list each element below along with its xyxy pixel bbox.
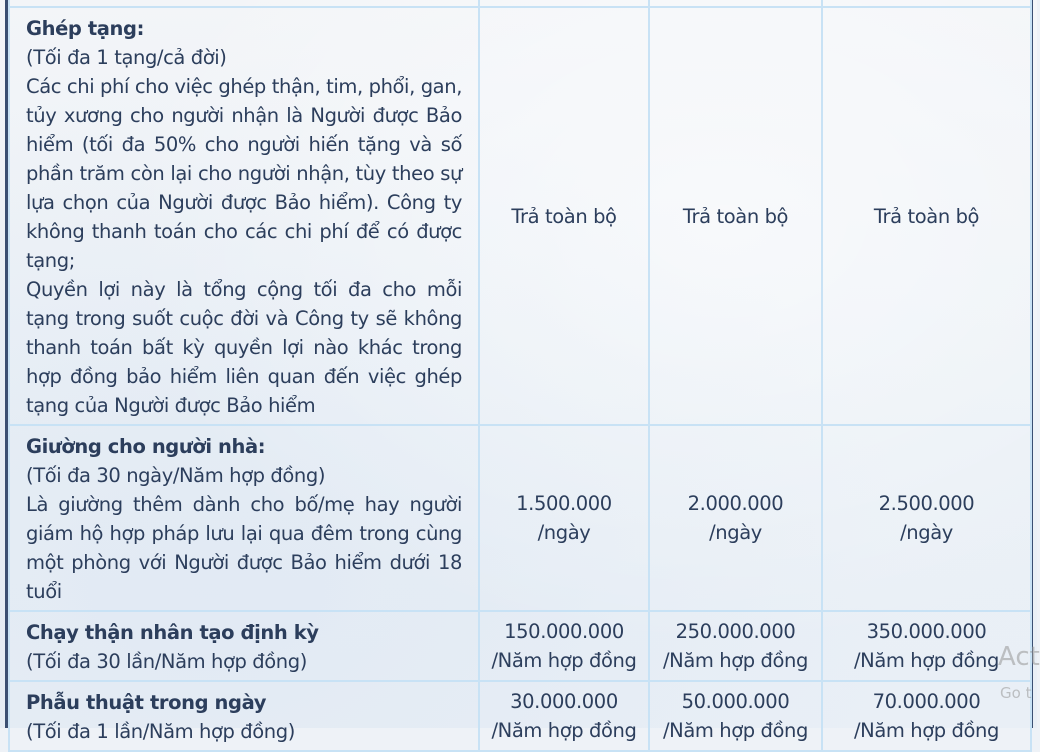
plan-value-2: Trả toàn bộ (649, 7, 822, 425)
benefit-description (9, 681, 479, 751)
benefit-title: Giường cho người nhà: (26, 435, 266, 458)
activation-watermark-title: Act (998, 642, 1040, 672)
table-row-family-bed (9, 425, 1031, 611)
plan-value-3: 70.000.000 /Năm hợp đồng (822, 681, 1031, 751)
benefit-description (9, 611, 479, 681)
benefits-table (8, 0, 1032, 752)
table-row-dialysis (9, 611, 1031, 681)
plan-value-1: Trả toàn bộ (479, 7, 649, 425)
benefit-limit: (Tối đa 30 lần/Năm hợp đồng) (26, 650, 307, 673)
benefit-limit: (Tối đa 1 tạng/cả đời) (26, 46, 227, 69)
benefit-detail: Là giường thêm dành cho bố/mẹ hay người giám hộ hợp pháp lưu lại qua đêm trong cùng một phòng với Người được Bảo hiểm dưới 18 tuổi (26, 493, 462, 603)
previous-row-remnant (9, 0, 1031, 7)
benefit-description (9, 7, 479, 425)
plan-value-2: 2.000.000 /ngày (649, 425, 822, 611)
benefit-limit: (Tối đa 1 lần/Năm hợp đồng) (26, 720, 295, 743)
activation-watermark-subtitle: Go t (1000, 684, 1032, 702)
plan-value-3: 350.000.000 /Năm hợp đồng (822, 611, 1031, 681)
plan-value-2: 250.000.000 /Năm hợp đồng (649, 611, 822, 681)
benefit-detail: Quyền lợi này là tổng cộng tối đa cho mỗi tạng trong suốt cuộc đời và Công ty sẽ không thanh toán bất kỳ quyền lợi nào khác trong hợp đồng bảo hiểm liên quan đến việc ghép tạng của Người được Bảo hiểm (26, 278, 462, 417)
plan-value-1: 150.000.000 /Năm hợp đồng (479, 611, 649, 681)
plan-value-1: 30.000.000 /Năm hợp đồng (479, 681, 649, 751)
plan-value-2: 50.000.000 /Năm hợp đồng (649, 681, 822, 751)
table-row-organ-transplant (9, 7, 1031, 425)
benefit-limit: (Tối đa 30 ngày/Năm hợp đồng) (26, 464, 326, 487)
benefit-detail: Các chi phí cho việc ghép thận, tim, phổi, gan, tủy xương cho người nhận là Người được Bảo hiểm (tối đa 50% cho người hiến tặng và số phần trăm còn lại cho người nhận, tùy theo sự lựa chọn của Người được Bảo hiểm). Công ty không thanh toán cho các chi phí để có được tạng; (26, 75, 462, 272)
table-row-day-surgery (9, 681, 1031, 751)
benefits-table-container (5, 0, 1033, 743)
benefit-title: Ghép tạng: (26, 17, 144, 40)
plan-value-3: Trả toàn bộ (822, 7, 1031, 425)
plan-value-1: 1.500.000 /ngày (479, 425, 649, 611)
benefit-title: Phẫu thuật trong ngày (26, 691, 267, 714)
benefit-description (9, 425, 479, 611)
benefit-title: Chạy thận nhân tạo định kỳ (26, 621, 319, 644)
plan-value-3: 2.500.000 /ngày (822, 425, 1031, 611)
